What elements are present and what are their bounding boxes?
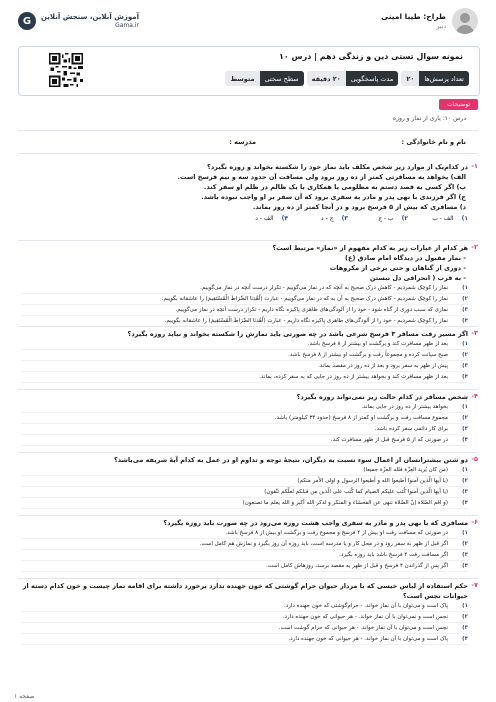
option-3[interactable]	[22, 487, 468, 498]
divider	[18, 452, 478, 453]
divider	[18, 240, 478, 241]
option-row	[22, 215, 468, 222]
question-number: ۶-	[471, 518, 478, 526]
question-statement: د) مسافری که بیش از ۵ فرسخ برود و در آنجا کمتر از ده روز بماند.	[252, 203, 466, 211]
gama-logo-icon: G	[18, 12, 36, 30]
option-number: ۱)	[462, 341, 468, 347]
question-4	[22, 392, 478, 446]
school-label: مدرسه :	[229, 138, 256, 146]
option-1[interactable]	[22, 601, 468, 612]
divider	[18, 578, 478, 579]
option-text: الف - د	[255, 215, 274, 222]
option-number: ۱)	[462, 404, 468, 410]
info-difficulty	[225, 71, 303, 86]
question-statement: الف) بخواهد به مسافرتی کمتر از ده روز برود ولی مسافت آن حدود سه و نیم فرسخ است.	[177, 173, 466, 181]
option-text: بخواهد بیشتر از ده روز در جایی بماند.	[361, 404, 448, 410]
option-number: ۲)	[462, 478, 468, 484]
option-text: پیش از ظهر به سفر برود و بعد از ده روز در مقصد بماند.	[318, 363, 448, 369]
info-duration	[307, 71, 399, 86]
question-statement: - دوری از گناهان و حتی برخی از مکروهات	[329, 264, 466, 272]
question-text: دو شتن بیشترانسان از اعمال سوء نسبت به دیگران، نتیجهٔ توجه و تداوم او در عمل به کدام آیهٔ شریفه می‌باشد؟	[113, 456, 468, 464]
exam-info-pills	[225, 71, 469, 86]
info-value: متوسط	[225, 71, 259, 86]
option-1[interactable]	[22, 465, 468, 476]
divider	[18, 326, 478, 327]
brand-name: آموزش آنلاین، سنجش آنلاین	[41, 13, 140, 21]
option-number: ۴)	[462, 437, 468, 443]
question-number: ۴-	[471, 392, 478, 400]
divider	[18, 153, 478, 154]
question-text: اگر مسیر رفت مسافر ۳ فرسخ شرعی باشد در چه صورتی باید نمازش را شکسته بخواند و نباید روزه بگیرد؟	[127, 330, 468, 338]
option-3[interactable]	[22, 424, 468, 435]
info-question-count	[401, 71, 469, 86]
question-text: شخص مسافر در کدام حالت زیر نمی‌تواند روزه بگیرد؟	[296, 393, 468, 401]
option-text: اگر قبل از ظهر به سفر رود و در محل کار و یا مدرسه است، باید روزه آن روز بگیرد و نمازش هم کامل است.	[199, 541, 448, 547]
option-3[interactable]	[22, 623, 468, 634]
option-text: نجس است و می‌توان با آن نماز خواند. - هر حیوانی که حرام گوشت است.	[278, 625, 448, 631]
divider	[18, 130, 478, 131]
question-3	[22, 329, 478, 383]
question-6	[22, 518, 478, 572]
question-number: ۳-	[471, 329, 478, 337]
brand[interactable]	[18, 12, 139, 30]
option-text: برای کار دائمی سفر کرده باشد.	[374, 426, 448, 432]
info-label: سطح سختی	[260, 71, 304, 86]
option-1[interactable]	[22, 528, 468, 539]
option-number: ۲)	[462, 352, 468, 358]
question-text: هر کدام از عبارات زیر به کدام مفهوم از «نماز» مرتبط است؟	[272, 244, 468, 252]
option-2[interactable]	[22, 413, 468, 424]
author-avatar	[452, 8, 478, 34]
option-number: ۴)	[462, 500, 468, 506]
option-text: در صورتی که از ۵ فرسخ قبل از ظهر مسافرت کند.	[330, 437, 448, 443]
option-text: بعد از ظهر مسافرت کند و بخواهد بیشتر از ده روز در جایی که به سفر کرده، بماند.	[259, 374, 448, 380]
question-statement: ج) اگر فرزندی با نهی پدر و مادر به سفری برود که آن سفر بر او واجب نبوده باشد.	[201, 193, 466, 201]
option-number: ۴)	[462, 374, 468, 380]
option-number: ۱)	[462, 530, 468, 536]
option-3[interactable]	[22, 361, 468, 372]
option-text: ب - ج	[378, 215, 394, 222]
option-2[interactable]	[348, 215, 408, 222]
option-text: در صورتی که مسافت رفت او بیش از ۴ فرسخ و مجموع رفت و برگشت او بیش از ۸ فرسخ باشد.	[225, 530, 448, 536]
option-1[interactable]	[22, 402, 468, 413]
option-number: ۳)	[462, 426, 468, 432]
option-text: (یا أیها الّذین آمنوا أطیعوا الله و أطیعوا الرسول و اولی الأمر منکم)	[297, 478, 448, 484]
option-text: نماز را کوچک شمردیم - کاهش درک صحیح به آنچه که در نماز می‌گوییم - تکرار درست آنچه در نماز می‌گوییم.	[200, 285, 448, 291]
option-2[interactable]	[22, 539, 468, 550]
question-number: ۱-	[471, 162, 478, 170]
option-number: ۲)	[401, 215, 408, 222]
student-name-label: نام و نام خانوادگی :	[401, 138, 466, 146]
option-number: ۲)	[462, 415, 468, 421]
option-number: ۳)	[462, 489, 468, 495]
option-number: ۴)	[462, 563, 468, 569]
option-text: نجس است و نمی‌توان با آن نماز خواند. - هر حیوانی که خون جهنده دارد.	[282, 614, 448, 620]
qr-code-icon	[49, 53, 83, 87]
question-statement: - به قرب ( انحرافی دل نبستن	[369, 274, 466, 282]
question-number: ۵-	[471, 455, 478, 463]
option-3[interactable]	[22, 305, 468, 316]
option-4[interactable]	[22, 498, 468, 509]
option-text: بعد از ظهر مسافرت کند و برگشت او بیشتر از ۸ فرسخ باشد.	[307, 341, 448, 347]
question-text: مسافری که با نهی پدر و مادر به سفری واجب هشت روزه می‌رود در چه صورت باید روزه بگیرد؟	[163, 519, 468, 527]
info-value: ۲۰	[401, 71, 419, 86]
option-number: ۴)	[462, 636, 468, 642]
option-text: نماز را کوچک شمردیم - خود را از آلودگی‌های ظاهری پاکیزه نگاه داریم - عبارت (اُهْدِنَا الصِّرَاطَ الْمُسْتَقِیمَ) را عاشقانه بگوییم.	[164, 318, 448, 324]
author-role: دبیر	[436, 23, 446, 30]
option-4[interactable]	[22, 372, 468, 383]
option-4[interactable]	[22, 634, 468, 645]
option-text: نماز را کوچک شمردیم - کاهش درک صحیح به آن به که در نماز می‌گوییم - عبارت (اُهْدِنَا الصِّرَاطَ الْمُسْتَقِیمَ) را عاشقانه بگوییم.	[161, 296, 448, 302]
option-number: ۴)	[462, 318, 468, 324]
question-number: ۲-	[471, 243, 478, 251]
option-text: پاک است و می‌توان با آن نماز خواند. - هر حیوانی که خون جهنده دارد.	[288, 636, 448, 642]
brand-site: Gama.ir	[115, 22, 140, 29]
option-number: ۱)	[462, 467, 468, 473]
option-number: ۲)	[462, 614, 468, 620]
question-2	[22, 243, 478, 327]
question-5	[22, 455, 478, 509]
divider	[18, 389, 478, 390]
option-number: ۳)	[341, 215, 348, 222]
option-text: (یا أیها الّذین آمنوا کُتب علیکم الصیام کما کُتب علی الّذین من قبلکم لعلّکم تتّقون)	[264, 489, 448, 495]
option-2[interactable]	[22, 476, 468, 487]
author-block	[381, 8, 478, 34]
page-number: صفحه ۱	[14, 693, 35, 700]
option-number: ۳)	[462, 552, 468, 558]
option-3[interactable]	[288, 215, 348, 222]
option-text: (من کان یُرید العِزّة فلله العزّة جمیعا)	[363, 467, 448, 473]
option-text: ج - د	[321, 215, 334, 222]
option-number: ۳)	[462, 307, 468, 313]
option-2[interactable]	[22, 612, 468, 623]
exam-info-box	[18, 46, 480, 96]
option-text: اگر مسافت رفت ۴ فرسخ باشد باید روزه بگیرد.	[339, 552, 448, 558]
question-text: حکم استفاده از لباس خیسی که با مردار حیوان حرام گوشتی که خون جهنده ندارد برخورد داشته برای اقامه نماز چیست و خون کدام دسته از حیوانات نجس است؟	[22, 582, 468, 600]
option-4[interactable]	[22, 435, 468, 446]
option-2[interactable]	[22, 350, 468, 361]
option-number: ۲)	[462, 541, 468, 547]
author-name: طراح: طیبا امینی	[381, 12, 446, 21]
option-number: ۲)	[462, 296, 468, 302]
topic-badge: توضیحات	[439, 99, 478, 110]
exam-title: نمونه سوال تستی دین و زندگی دهم | درس ۱۰	[279, 52, 463, 61]
option-text: الف - ب	[432, 215, 454, 222]
info-label: تعداد پرسش‌ها	[419, 71, 469, 86]
question-1	[22, 162, 478, 222]
divider	[18, 515, 478, 516]
question-statement: - نماز مقبول در دیدگاه امام صادق (ع)	[345, 254, 466, 262]
option-3[interactable]	[22, 550, 468, 561]
option-4[interactable]	[22, 561, 468, 572]
option-1[interactable]	[22, 283, 468, 294]
option-text: پاک است و می‌توان با آن نماز خواند. - حرام‌گوشتی که خون جهنده دارد.	[284, 603, 448, 609]
option-number: ۳)	[462, 363, 468, 369]
option-1[interactable]	[408, 215, 468, 222]
option-number: ۱)	[461, 215, 468, 222]
option-text: نمازی که سبب دوری از گناه شود - خود را از آلودگی‌های ظاهری پاکیزه نگاه داریم - تکرار درست آنچه در نماز می‌گوییم.	[175, 307, 448, 313]
info-value: ۲۰ دقیقه	[307, 71, 346, 86]
option-text: (و اقم الصّلاة إنّ الصّلاة تنهی عن الفحشاء و المنکر و لذکر الله أکبر و الله یعلم ما تصنعون)	[242, 500, 448, 506]
option-text: صبح سپانت کرده و مجموعاً رفت و برگشت او بیشتر از ۸ فرسخ باشد.	[288, 352, 448, 358]
topic-text: درس ۱۰: یاری از نماز و روزه	[392, 115, 466, 122]
option-number: ۱)	[462, 603, 468, 609]
option-4[interactable]	[228, 215, 288, 222]
question-text: در کدام‌یک از موارد زیر شخص مکلف باید نماز خود را شکسته بخواند و روزه بگیرد؟	[207, 163, 468, 171]
question-statement: ب) اگر کسی به قصد دستم به مظلومی یا همکاری با یک ظالم در ظلم او سفر کند.	[203, 183, 466, 191]
option-text: اگر پس از گذراندن ۴ فرسخ و قبل از ظهر به مقصد برسد، روزهاش کامل است.	[266, 563, 448, 569]
question-number: ۷-	[471, 581, 478, 589]
option-1[interactable]	[22, 339, 468, 350]
option-number: ۱)	[462, 285, 468, 291]
option-number: ۳)	[462, 625, 468, 631]
option-text: مجموع مسافت رفت و برگشت او کمتر از ۸ فرسخ (حدود ۳۴ کیلومتر) باشد.	[274, 415, 448, 421]
question-7	[22, 581, 478, 645]
info-label: مدت پاسخگویی	[346, 71, 399, 86]
option-2[interactable]	[22, 294, 468, 305]
option-number: ۴)	[281, 215, 288, 222]
